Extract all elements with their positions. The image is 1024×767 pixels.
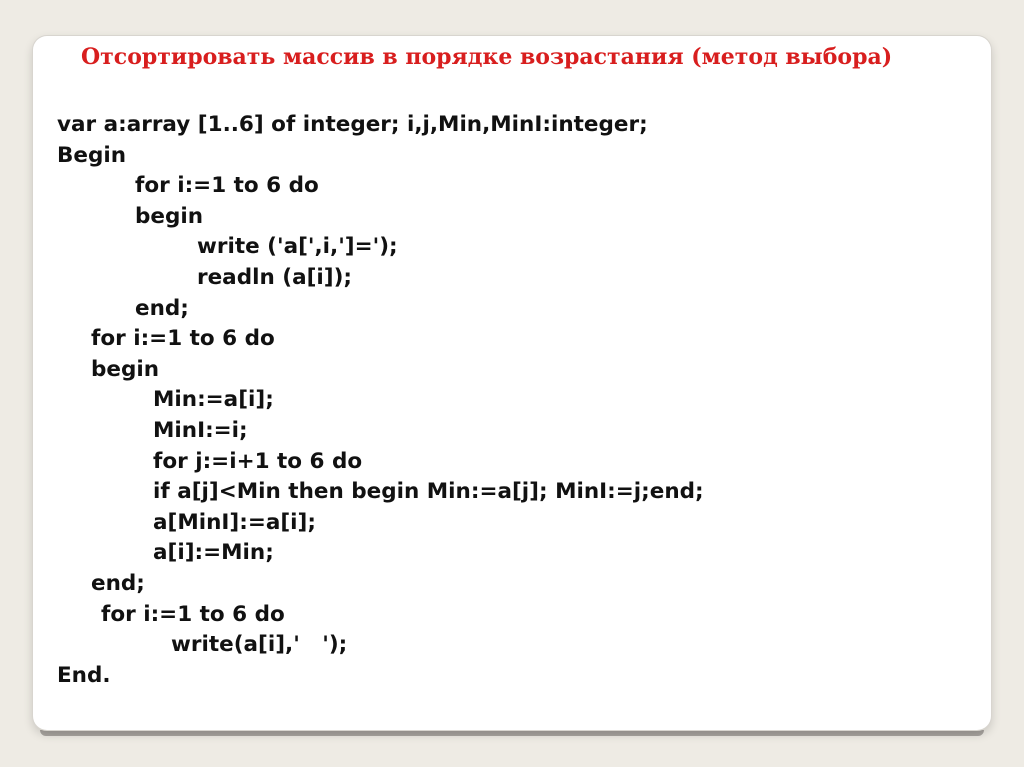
code-line: for i:=1 to 6 do — [135, 173, 319, 199]
code-line: MinI:=i; — [153, 418, 248, 443]
code-line: begin — [91, 356, 160, 382]
code-line: begin — [135, 203, 204, 229]
code-line: a[MinI]:=a[i]; — [153, 509, 316, 535]
code-line: Begin — [57, 142, 127, 168]
code-line: var a:array [1..6] of integer; i,j,Min,MinI:integer; — [57, 112, 648, 137]
slide-shadow-strip — [40, 730, 984, 736]
code-line: if a[j]<Min then begin Min:=a[j]; MinI:=j;end; — [153, 479, 704, 505]
code-line: for i:=1 to 6 do — [91, 326, 275, 352]
slide — [33, 36, 991, 730]
code-line: a[i]:=Min; — [153, 540, 274, 566]
code-line: Min:=a[i]; — [153, 387, 274, 413]
code-line: End. — [57, 662, 111, 688]
code-line: write ('a[',i,']='); — [197, 234, 398, 260]
code-line: for j:=i+1 to 6 do — [153, 448, 363, 474]
code-line: readln (a[i]); — [197, 265, 353, 290]
code-line: write(a[i],' '); — [171, 632, 348, 658]
slide-title: Отсортировать массив в порядке возрастания (метод выбора) — [81, 44, 893, 70]
code-line: for i:=1 to 6 do — [101, 601, 285, 627]
code-line: end; — [135, 295, 189, 321]
code-line: end; — [91, 571, 145, 596]
